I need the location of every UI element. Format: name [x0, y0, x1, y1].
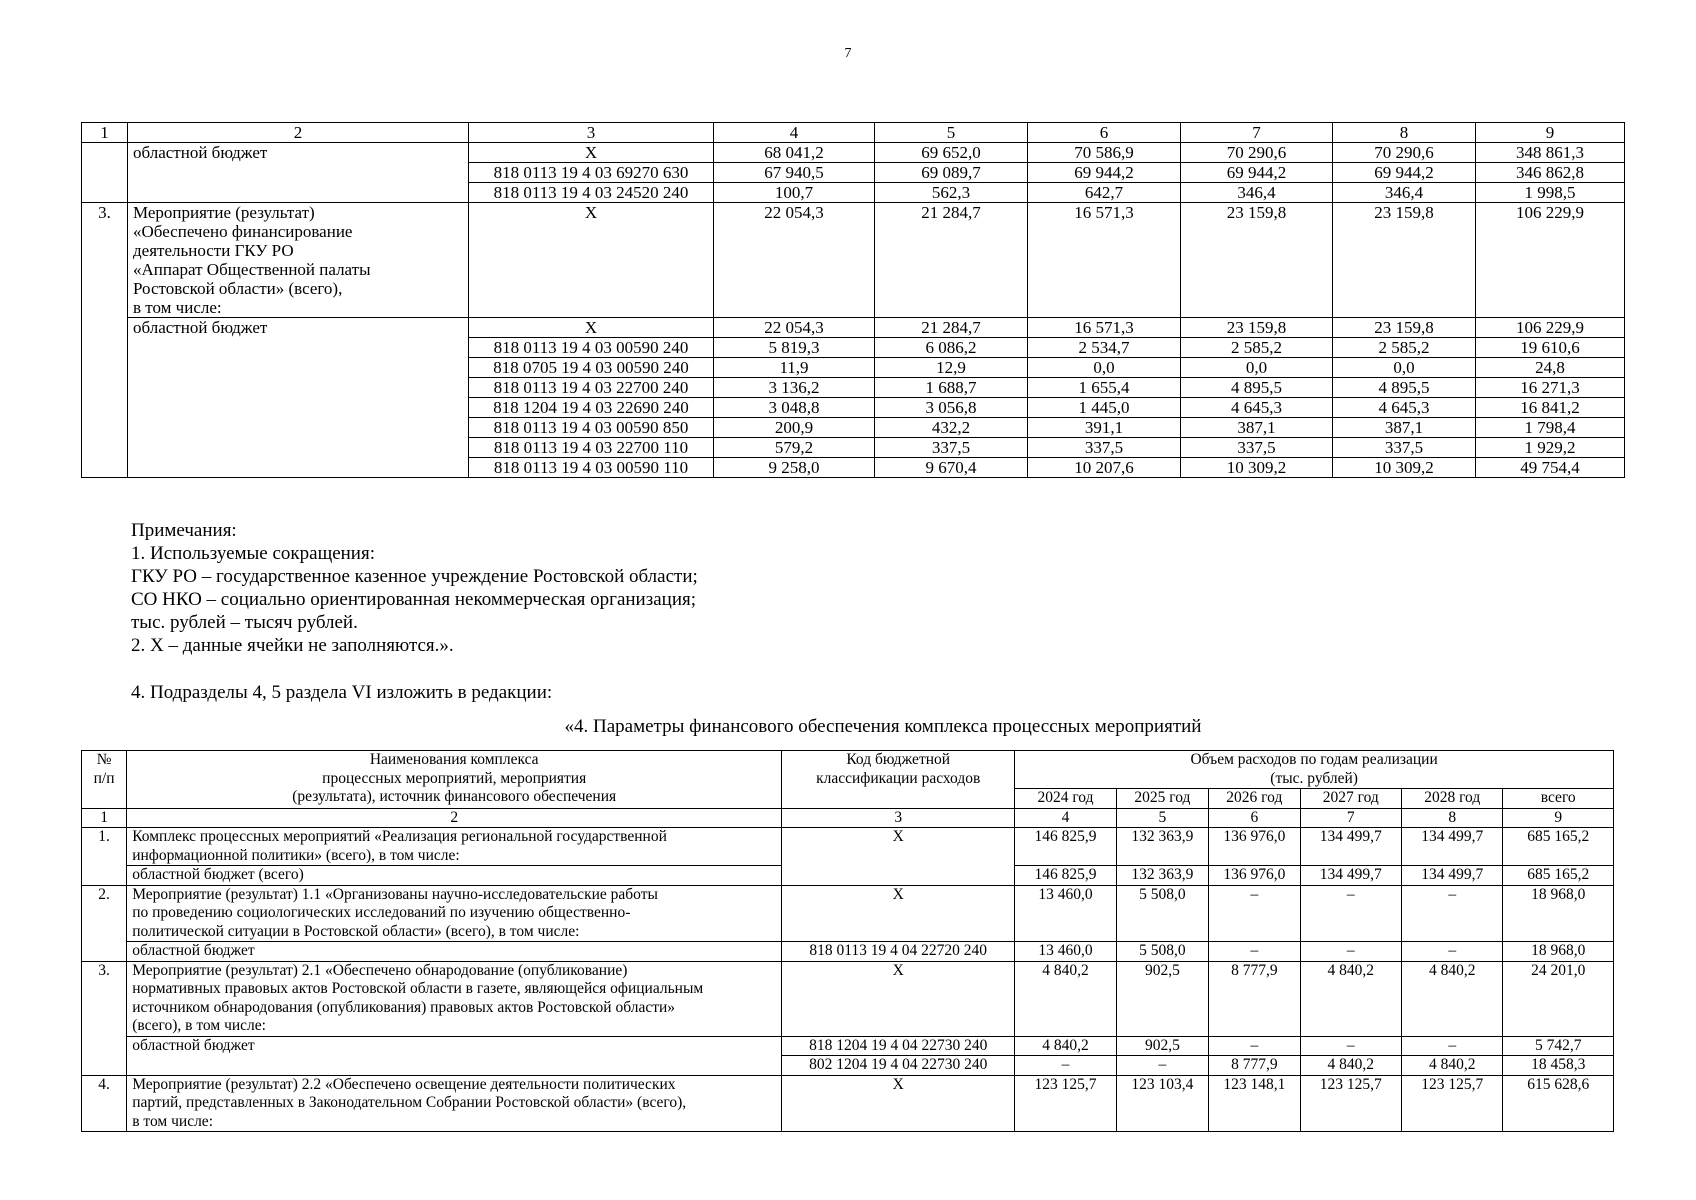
table-row: 3. Мероприятие (результат) 2.1 «Обеспечено обнародование (опубликование) нормативных правовых актов Ростовской области в газете, являющейся официальным источником обнародования (опубликования) правовых актов Ростовской области» (всего), в том числе: Х 4 840,2 902,5 8 777,9 4 840,2 4 840,2 24 201,0	[82, 961, 1614, 1036]
column-number: 4	[714, 123, 875, 143]
table-row: 1. Комплекс процессных мероприятий «Реализация региональной государственной информационной политики» (всего), в том числе: Х 146 825,9 132 363,9 136 976,0 134 499,7 134 499,7 685 165,2	[82, 828, 1614, 866]
note-line: СО НКО – социально ориентированная некоммерческая организация;	[131, 589, 696, 610]
budget-code: 818 1204 19 4 03 22690 240	[469, 398, 714, 418]
budget-code: 818 1204 19 4 04 22730 240	[782, 1036, 1015, 1056]
item-name: Комплекс процессных мероприятий «Реализация региональной государственной информационной политики» (всего), в том числе:	[127, 828, 782, 866]
section-heading: «4. Параметры финансового обеспечения комплекса процессных мероприятий	[564, 716, 1202, 737]
table-row: 818 0113 19 4 03 00590 850 200,9 432,2 391,1 387,1 387,1 1 798,4	[82, 418, 1625, 438]
process-financing-table	[81, 750, 1614, 1132]
year-header: 2027 год	[1300, 789, 1401, 809]
table-row: 4. Мероприятие (результат) 2.2 «Обеспечено освещение деятельности политических партий, представленных в Законодательном Собрании Ростовской области» (всего), в том числе: Х 123 125,7 123 103,4 123 148,1 123 125,7 123 125,7 615 628,6	[82, 1075, 1614, 1132]
column-number: 6	[1028, 123, 1181, 143]
column-number: 3	[469, 123, 714, 143]
budget-code: Х	[782, 1075, 1015, 1132]
budget-code: Х	[782, 828, 1015, 886]
item-name: Мероприятие (результат) 2.1 «Обеспечено обнародование (опубликование) нормативных правовых актов Ростовской области в газете, являющейся официальным источником обнародования (опубликования) правовых актов Ростовской области» (всего), в том числе:	[127, 961, 782, 1036]
table-row: 802 1204 19 4 04 22730 240 – – 8 777,9 4 840,2 4 840,2 18 458,3	[82, 1056, 1614, 1076]
item-name: Мероприятие (результат) 2.2 «Обеспечено освещение деятельности политических партий, представленных в Законодательном Собрании Ростовской области» (всего), в том числе:	[127, 1075, 782, 1132]
column-number: 7	[1181, 123, 1333, 143]
header-volume: Объем расходов по годам реализации (тыс. рублей)	[1015, 751, 1614, 789]
budget-code: 818 0113 19 4 03 22700 240	[469, 378, 714, 398]
budget-code: 818 0113 19 4 03 00590 110	[469, 458, 714, 478]
row-number: 3.	[82, 961, 127, 1075]
budget-code: 818 0113 19 4 03 22700 110	[469, 438, 714, 458]
row-number: 4.	[82, 1075, 127, 1132]
column-number: 2	[128, 123, 469, 143]
notes-title: Примечания:	[131, 520, 237, 541]
column-number: 8	[1333, 123, 1476, 143]
table-row: 818 0113 19 4 03 22700 110 579,2 337,5 337,5 337,5 337,5 1 929,2	[82, 438, 1625, 458]
table-row: 818 0113 19 4 03 22700 240 3 136,2 1 688,7 1 655,4 4 895,5 4 895,5 16 271,3	[82, 378, 1625, 398]
column-number: 5	[875, 123, 1028, 143]
budget-code: Х	[782, 961, 1015, 1036]
budget-code: Х	[782, 885, 1015, 942]
table-row: 818 0113 19 4 03 24520 240 100,7 562,3 642,7 346,4 346,4 1 998,5	[82, 183, 1625, 203]
column-number-row	[82, 123, 1625, 143]
table-row: 818 0113 19 4 03 69270 630 67 940,5 69 089,7 69 944,2 69 944,2 69 944,2 346 862,8	[82, 163, 1625, 183]
table-row: 818 0113 19 4 03 00590 240 5 819,3 6 086,2 2 534,7 2 585,2 2 585,2 19 610,6	[82, 338, 1625, 358]
table-row: областной бюджет (всего) 146 825,9 132 363,9 136 976,0 134 499,7 134 499,7 685 165,2	[82, 866, 1614, 886]
table-row: областной бюджет Х 22 054,3 21 284,7 16 571,3 23 159,8 23 159,8 106 229,9	[82, 318, 1625, 338]
financing-table-continued	[81, 122, 1625, 478]
budget-code: 818 0705 19 4 03 00590 240	[469, 358, 714, 378]
year-header: 2026 год	[1209, 789, 1300, 809]
table-row: 818 0113 19 4 03 00590 110 9 258,0 9 670,4 10 207,6 10 309,2 10 309,2 49 754,4	[82, 458, 1625, 478]
budget-code: 818 0113 19 4 03 00590 240	[469, 338, 714, 358]
table-row: 2. Мероприятие (результат) 1.1 «Организованы научно-исследовательские работы по проведению социологических исследований по изучению общественно- политической ситуации в Ростовской области» (всего), в том числе: Х 13 460,0 5 508,0 – – – 18 968,0	[82, 885, 1614, 942]
note-line: ГКУ РО – государственное казенное учреждение Ростовской области;	[131, 566, 698, 587]
budget-code: 818 0113 19 4 03 24520 240	[469, 183, 714, 203]
row-number: 2.	[82, 885, 127, 961]
column-number-row: 1 2 3 4 5 6 7 8 9	[82, 808, 1614, 828]
note-line: 2. Х – данные ячейки не заполняются.».	[131, 635, 454, 656]
header-num: № п/п	[82, 751, 127, 809]
year-header: 2028 год	[1401, 789, 1502, 809]
table-row: областной бюджет 818 1204 19 4 04 22730 240 4 840,2 902,5 – – – 5 742,7	[82, 1036, 1614, 1056]
notes-block	[131, 519, 698, 657]
note-line: 1. Используемые сокращения:	[131, 543, 375, 564]
budget-code: Х	[469, 143, 714, 163]
row-number: 1.	[82, 828, 127, 886]
source-label: областной бюджет	[127, 1036, 782, 1075]
table-row: 818 1204 19 4 03 22690 240 3 048,8 3 056,8 1 445,0 4 645,3 4 645,3 16 841,2	[82, 398, 1625, 418]
budget-code: 818 0113 19 4 03 69270 630	[469, 163, 714, 183]
header-code: Код бюджетной классификации расходов	[782, 751, 1015, 809]
total-header: всего	[1503, 789, 1614, 809]
note-line: тыс. рублей – тысяч рублей.	[131, 612, 358, 633]
table-row: 3. Мероприятие (результат) «Обеспечено финансирование деятельности ГКУ РО «Аппарат Общественной палаты Ростовской области» (всего), в том числе: Х 22 054,3 21 284,7 16 571,3 23 159,8 23 159,8 106 229,9	[82, 203, 1625, 318]
source-label: областной бюджет	[128, 143, 469, 203]
item-name: Мероприятие (результат) 1.1 «Организованы научно-исследовательские работы по проведению социологических исследований по изучению общественно- политической ситуации в Ростовской области» (всего), в том числе:	[127, 885, 782, 942]
year-header: 2024 год	[1015, 789, 1116, 809]
budget-code: 818 0113 19 4 03 00590 850	[469, 418, 714, 438]
source-label: областной бюджет	[127, 942, 782, 962]
source-label: областной бюджет (всего)	[127, 866, 782, 886]
year-header: 2025 год	[1116, 789, 1208, 809]
budget-code: 802 1204 19 4 04 22730 240	[782, 1056, 1015, 1076]
row-number: 3.	[82, 203, 128, 478]
table-row: областной бюджет 818 0113 19 4 04 22720 240 13 460,0 5 508,0 – – – 18 968,0	[82, 942, 1614, 962]
source-label: областной бюджет	[128, 318, 469, 478]
budget-code: 818 0113 19 4 04 22720 240	[782, 942, 1015, 962]
header-name: Наименования комплекса процессных мероприятий, мероприятия (результата), источник финансового обеспечения	[127, 751, 782, 809]
column-number: 9	[1476, 123, 1625, 143]
budget-code: Х	[469, 203, 714, 318]
instruction-paragraph: 4. Подразделы 4, 5 раздела VI изложить в редакции:	[131, 682, 553, 703]
table-row: 818 0705 19 4 03 00590 240 11,9 12,9 0,0 0,0 0,0 24,8	[82, 358, 1625, 378]
header-row	[82, 751, 1614, 789]
column-number: 1	[82, 123, 128, 143]
table-row: областной бюджет Х 68 041,2 69 652,0 70 586,9 70 290,6 70 290,6 348 861,3	[82, 143, 1625, 163]
page-number: 7	[844, 46, 852, 61]
item-name: Мероприятие (результат) «Обеспечено финансирование деятельности ГКУ РО «Аппарат Общественной палаты Ростовской области» (всего), в том числе:	[128, 203, 469, 318]
budget-code: Х	[469, 318, 714, 338]
